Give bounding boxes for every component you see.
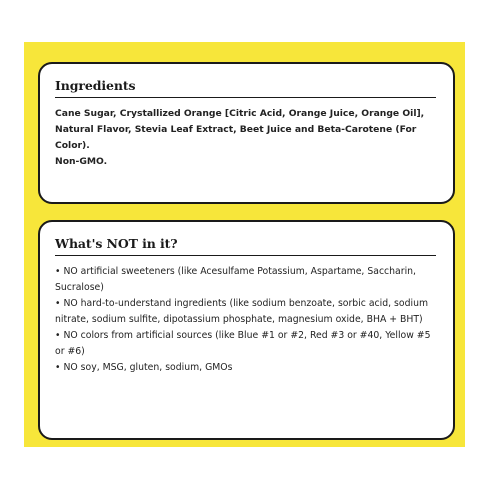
not-in-it-card bbox=[38, 220, 455, 440]
not-in-it-title: What's NOT in it? bbox=[55, 236, 436, 256]
non-gmo-note: Non-GMO. bbox=[55, 156, 108, 167]
ingredients-title: Ingredients bbox=[55, 78, 436, 98]
list-item: • NO colors from artificial sources (like Blue #1 or #2, Red #3 or #40, Yellow #5 or #6) bbox=[55, 330, 431, 357]
yellow-panel bbox=[24, 42, 465, 447]
list-item: • NO hard-to-understand ingredients (like sodium benzoate, sorbic acid, sodium nitrate, sodium sulfite, dipotassium phosphate, magnesium oxide, BHA + BHT) bbox=[55, 298, 429, 325]
ingredients-text: Cane Sugar, Crystallized Orange [Citric Acid, Orange Juice, Orange Oil], Natural Flavor, Stevia Leaf Extract, Beet Juice and Beta-Carotene (For Color). bbox=[55, 108, 425, 151]
ingredients-body bbox=[55, 106, 436, 170]
list-item: • NO soy, MSG, gluten, sodium, GMOs bbox=[55, 362, 233, 373]
list-item: • NO artificial sweeteners (like Acesulfame Potassium, Aspartame, Saccharin, Sucralose) bbox=[55, 266, 417, 293]
not-in-it-list bbox=[55, 264, 436, 376]
ingredients-card bbox=[38, 62, 455, 204]
